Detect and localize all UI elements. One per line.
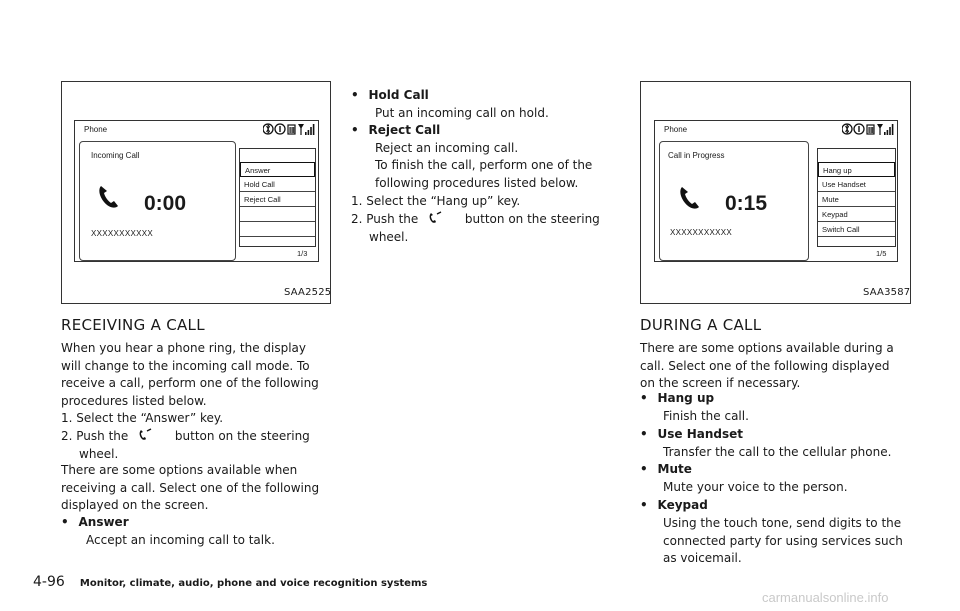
bullet-mute-desc: Mute your voice to the person. [663,480,848,494]
figure-code: SAA2525 [284,287,332,298]
finish-step-2 [351,211,621,246]
section-title: Monitor, climate, audio, phone and voice recognition systems [79,578,428,589]
bullet-hold-desc: Put an incoming call on hold. [375,106,549,120]
bullet-keypad-desc [663,515,923,568]
menu-item-empty [240,222,315,237]
figure-incoming-call [61,81,331,304]
menu-item-switch-call[interactable]: Switch Call [818,222,895,237]
bullet-title: Hang up [657,391,715,405]
text-line: displayed on the screen. [61,498,209,512]
bullet-title: Mute [657,462,692,476]
bullet-dot: • [351,88,359,102]
text-line: When you hear a phone ring, the display [61,341,306,355]
bullet-hold-call [351,87,429,105]
bullet-use-handset-desc: Transfer the call to the cellular phone. [663,445,892,459]
page-footer [33,571,427,590]
call-info-panel [79,141,236,261]
menu-item-use-handset[interactable]: Use Handset [818,177,895,192]
text-line: call. Select one of the following displayed [640,358,890,373]
bullet-dot: • [640,498,648,512]
phone-end-icon [426,211,446,225]
bullet-dot: • [640,462,648,476]
text-line: receiving a call. Select one of the following [61,480,320,495]
menu-item-hang-up[interactable]: Hang up [818,162,895,177]
menu-item-empty [240,207,315,222]
receiving-options-text [61,462,331,515]
bullet-title: Use Handset [657,427,743,441]
call-timer: 0:00 [144,192,187,215]
caller-number: XXXXXXXXXXX [91,229,153,238]
receiving-step-2 [61,428,331,463]
text-line: procedures listed below. [61,393,207,408]
bullet-mute [640,461,692,479]
during-intro [640,340,915,393]
bullet-reject-desc: Reject an incoming call. [375,141,519,155]
call-options-menu [817,148,896,247]
text-line: There are some options available when [61,463,298,477]
call-options-menu [239,148,316,247]
receiving-intro [61,340,331,410]
menu-item-keypad[interactable]: Keypad [818,207,895,222]
page-number: 4-96 [33,574,65,590]
bullet-answer [61,514,129,532]
call-info-panel [659,141,809,261]
phone-handset-icon [97,184,121,214]
text-line: connected party for using services such [663,533,903,548]
text-line: as voicemail. [663,551,742,565]
bullet-dot: • [640,391,648,405]
menu-item-answer[interactable]: Answer [240,162,315,177]
text-line: on the screen if necessary. [640,376,801,390]
phone-handset-icon [678,185,702,215]
menu-item-reject-call[interactable]: Reject Call [240,192,315,207]
bullet-title: Reject Call [368,123,441,137]
text-line: following procedures listed below. [375,175,579,190]
figure-call-in-progress [640,81,911,304]
call-status-label: Incoming Call [91,151,140,160]
section-heading-receiving: RECEIVING A CALL [61,316,205,334]
bluetooth-signal-icon [842,122,894,136]
step-text: button on the steering [174,429,310,443]
bluetooth-signal-icon [263,122,315,136]
page-indicator: 1/5 [876,249,887,258]
bullet-title: Answer [78,515,129,529]
menu-item-mute[interactable]: Mute [818,192,895,207]
status-icons [263,122,315,139]
bullet-title: Hold Call [368,88,429,102]
step-text: 2. Push the [61,429,129,443]
finish-step-1: 1. Select the “Hang up” key. [351,194,521,208]
menu-item-hold-call[interactable]: Hold Call [240,177,315,192]
bullet-hang-up [640,390,714,408]
text-line: Using the touch tone, send digits to the [663,516,902,530]
watermark: carmanualsonline.info [762,590,889,605]
text-line: will change to the incoming call mode. To [61,358,310,373]
step-text: wheel. [369,229,409,244]
text-line: To finish the call, perform one of the [375,158,593,172]
screen-title: Phone [84,125,108,134]
phone-screen [654,120,898,262]
caller-number: XXXXXXXXXXX [670,228,732,237]
text-line: receive a call, perform one of the following [61,376,319,390]
page-indicator: 1/3 [297,249,308,258]
bullet-answer-desc: Accept an incoming call to talk. [86,533,275,547]
text-line: There are some options available during a [640,341,894,355]
phone-send-icon [136,428,156,442]
bullet-dot: • [351,123,359,137]
bullet-use-handset [640,426,743,444]
screen-title: Phone [664,125,688,134]
step-text: 2. Push the [351,212,419,226]
bullet-hang-up-desc: Finish the call. [663,409,749,423]
figure-code: SAA3587 [863,287,911,298]
step-text: button on the steering [464,212,600,226]
bullet-dot: • [640,427,648,441]
bullet-reject-call [351,122,440,140]
section-heading-during: DURING A CALL [640,316,762,334]
call-status-label: Call in Progress [668,151,725,160]
bullet-title: Keypad [657,498,708,512]
step-text: wheel. [79,446,119,461]
status-icons [842,122,894,139]
call-timer: 0:15 [725,192,768,215]
finish-call-text [375,157,625,192]
bullet-keypad [640,497,708,515]
phone-screen [74,120,319,262]
bullet-dot: • [61,515,69,529]
receiving-step-1: 1. Select the “Answer” key. [61,411,224,425]
